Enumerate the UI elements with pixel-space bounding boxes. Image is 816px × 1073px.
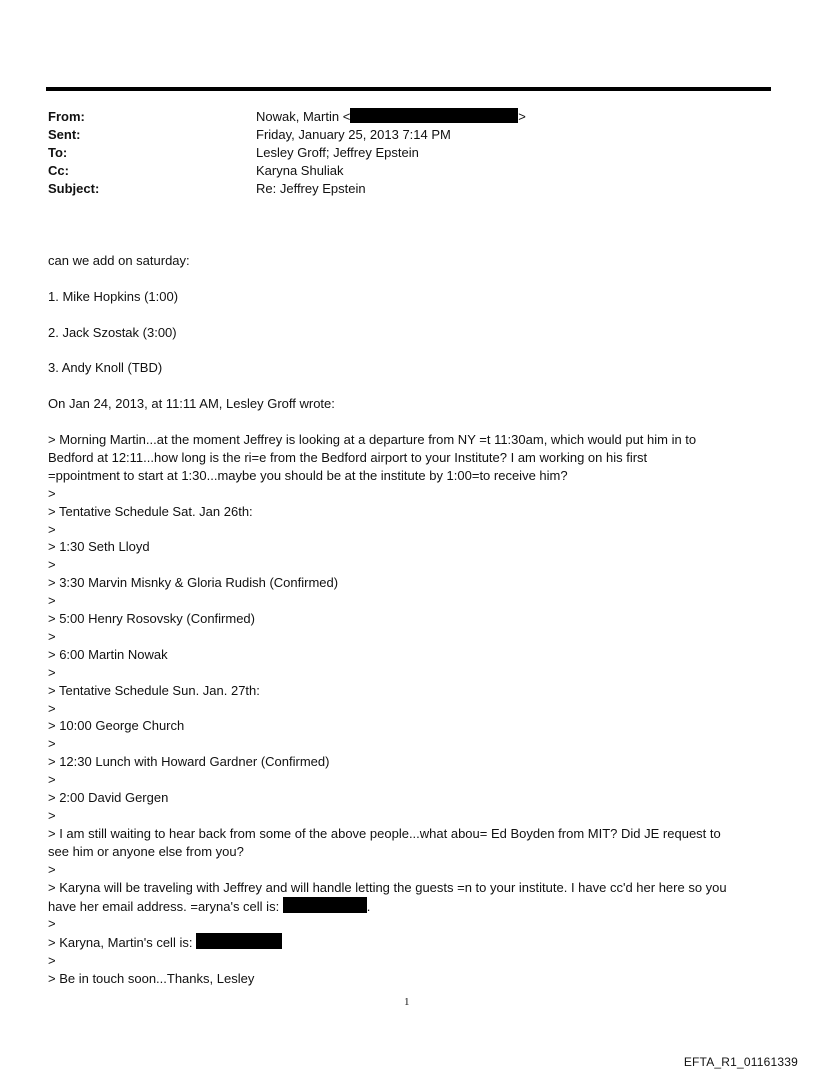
schedule-item: > 12:30 Lunch with Howard Gardner (Confirmed) xyxy=(48,754,330,770)
sent-label: Sent: xyxy=(48,127,81,142)
schedule-item: > 10:00 George Church xyxy=(48,718,185,734)
cc-row xyxy=(48,162,526,180)
karyna-cell-end: . xyxy=(366,898,371,914)
sent-value: Friday, January 25, 2013 7:14 PM xyxy=(256,127,451,142)
quote-line: > I am still waiting to hear back from some of the above people...what abou= Ed Boyden from MIT? Did JE request to xyxy=(48,825,721,841)
page-number: 1 xyxy=(404,996,410,1008)
redaction-box xyxy=(350,108,518,123)
quote-marker: > xyxy=(48,861,56,877)
quote-marker: > xyxy=(48,736,56,752)
intro-line: can we add on saturday: xyxy=(48,253,190,268)
subject-label: Subject: xyxy=(48,181,100,196)
karyna-cell-text: have her email address. =aryna's cell is: xyxy=(48,898,283,914)
quote-marker: > xyxy=(48,593,56,609)
quote-line: Bedford at 12:11...how long is the ri=e from the Bedford airport to your Institute? I am working on his first xyxy=(48,449,648,465)
quote-marker: > xyxy=(48,916,56,932)
martin-cell-text: > Karyna, Martin's cell is: xyxy=(48,935,197,951)
quote-marker: > xyxy=(48,953,56,969)
schedule-item: > 5:00 Henry Rosovsky (Confirmed) xyxy=(48,611,255,627)
quote-line: =ppointment to start at 1:30...maybe you should be at the institute by 1:00=to receive him? xyxy=(48,467,568,483)
header-rule xyxy=(46,87,771,91)
subject-value: Re: Jeffrey Epstein xyxy=(256,181,366,196)
schedule-item: > 1:30 Seth Lloyd xyxy=(48,539,150,555)
from-value xyxy=(256,108,526,126)
from-name: Nowak, Martin < xyxy=(256,109,351,124)
redaction-box xyxy=(196,933,282,949)
schedule-heading: > Tentative Schedule Sun. Jan. 27th: xyxy=(48,682,260,698)
quote-marker: > xyxy=(48,664,56,680)
quote-line: see him or anyone else from you? xyxy=(48,843,244,859)
to-row xyxy=(48,144,526,162)
schedule-item: > 6:00 Martin Nowak xyxy=(48,646,168,662)
addition-item: 2. Jack Szostak (3:00) xyxy=(48,324,177,340)
addition-item: 1. Mike Hopkins (1:00) xyxy=(48,288,179,304)
schedule-item: > 3:30 Marvin Misnky & Gloria Rudish (Confirmed) xyxy=(48,575,339,591)
quote-marker: > xyxy=(48,772,56,788)
sent-row xyxy=(48,126,526,144)
quote-line: > Morning Martin...at the moment Jeffrey is looking at a departure from NY =t 11:30am, which would put him in to xyxy=(48,431,697,447)
quote-marker: > xyxy=(48,557,56,573)
email-header xyxy=(48,108,526,198)
quote-marker: > xyxy=(48,808,56,824)
schedule-heading: > Tentative Schedule Sat. Jan 26th: xyxy=(48,503,253,519)
quote-marker: > xyxy=(48,521,56,537)
redaction-box xyxy=(283,897,367,913)
subject-row xyxy=(48,180,526,198)
quote-header: On Jan 24, 2013, at 11:11 AM, Lesley Groff wrote: xyxy=(48,396,335,412)
quote-line xyxy=(48,933,768,952)
quote-marker: > xyxy=(48,485,56,501)
quote-signoff: > Be in touch soon...Thanks, Lesley xyxy=(48,971,255,987)
quote-line xyxy=(48,897,768,916)
to-value: Lesley Groff; Jeffrey Epstein xyxy=(256,145,419,160)
document-id: EFTA_R1_01161339 xyxy=(683,1055,798,1069)
cc-value: Karyna Shuliak xyxy=(256,163,344,178)
addition-item: 3. Andy Knoll (TBD) xyxy=(48,360,163,376)
quote-marker: > xyxy=(48,700,56,716)
quote-line: > Karyna will be traveling with Jeffrey and will handle letting the guests =n to your institute. I have cc'd her here so you xyxy=(48,879,727,895)
email-body xyxy=(48,252,768,988)
schedule-item: > 2:00 David Gergen xyxy=(48,790,169,806)
from-label: From: xyxy=(48,109,85,124)
to-label: To: xyxy=(48,145,68,160)
cc-label: Cc: xyxy=(48,163,69,178)
from-row xyxy=(48,108,526,126)
quote-marker: > xyxy=(48,628,56,644)
from-close: > xyxy=(518,109,526,124)
